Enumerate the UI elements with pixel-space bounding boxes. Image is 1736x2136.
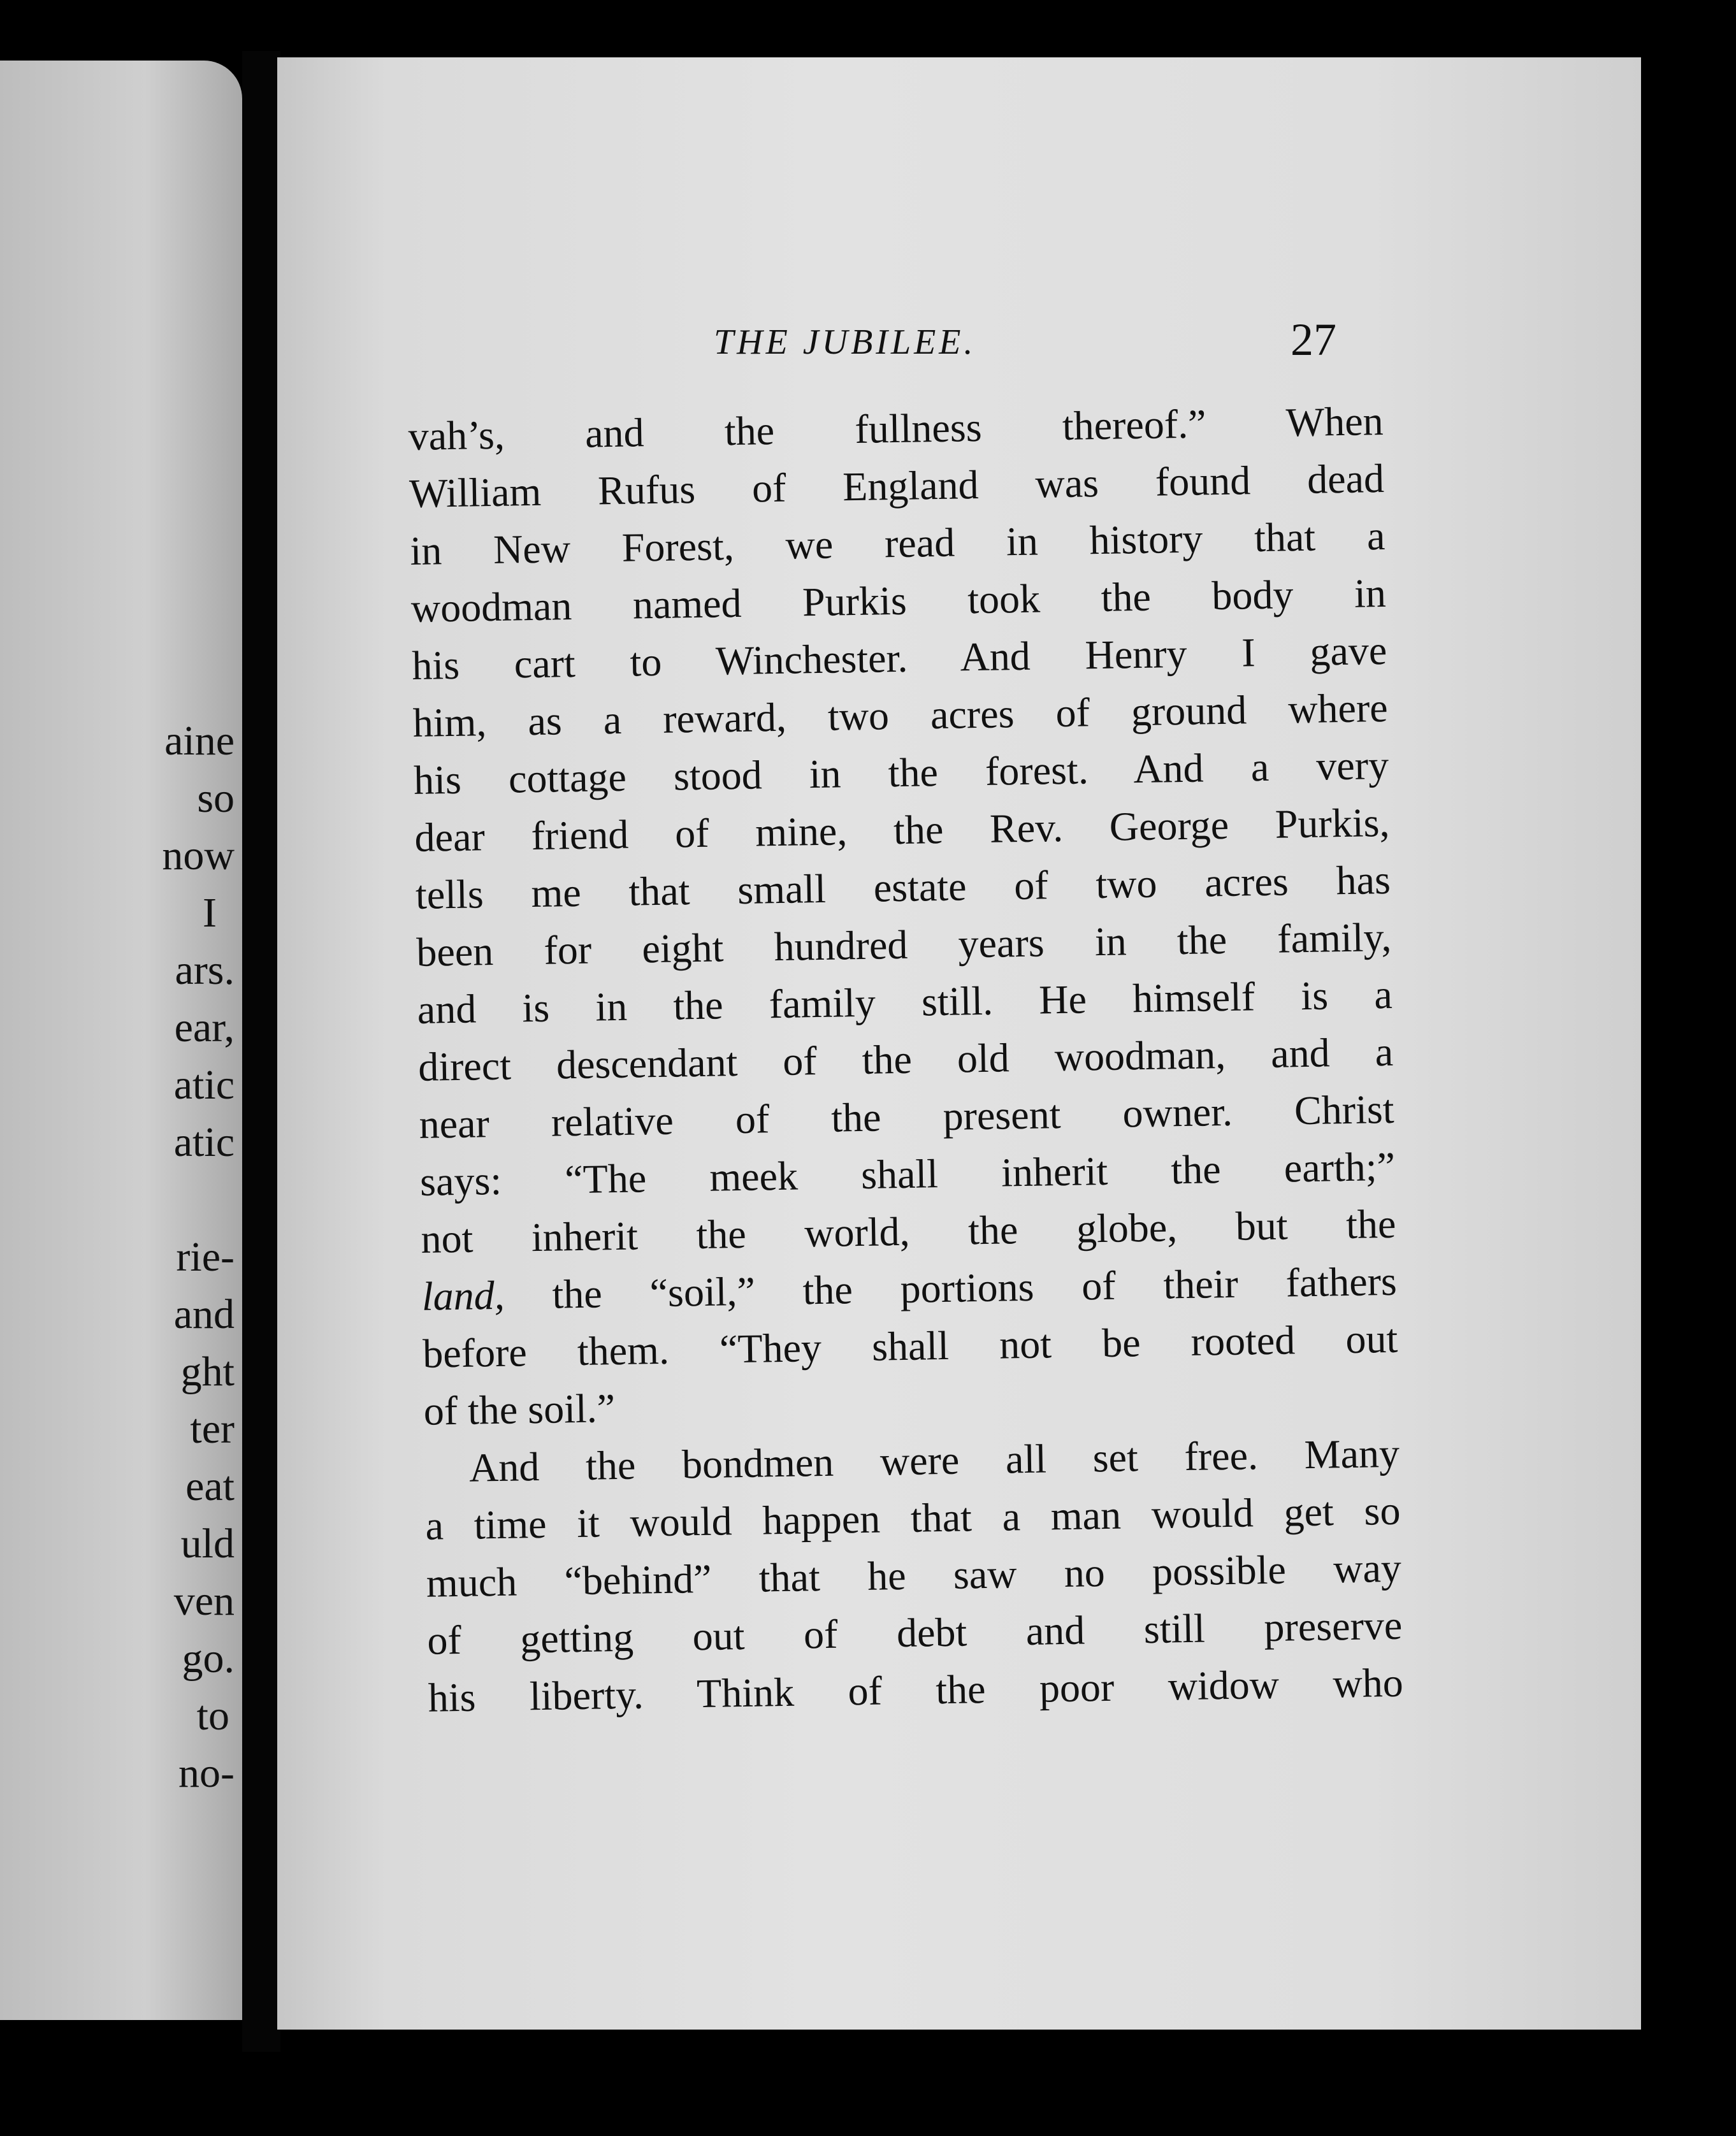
text-line: a time it would happen that a man would get so: [425, 1487, 1401, 1548]
left-fragment: go.: [182, 1635, 235, 1682]
text-line: much “behind” that he saw no possible way: [426, 1545, 1402, 1606]
left-fragment: now: [162, 832, 235, 879]
text-line-rest: the “soil,” the portions of their fathers: [551, 1258, 1398, 1317]
text-line: his liberty. Think of the poor widow who: [428, 1659, 1404, 1721]
left-fragment: so: [197, 775, 235, 821]
text-line: him, as a reward, two acres of ground where: [412, 684, 1389, 746]
left-page: [0, 61, 242, 2020]
text-line: William Rufus of England was found dead: [409, 455, 1385, 516]
left-fragment: to: [196, 1692, 229, 1739]
text-line: of getting out of debt and still preserve: [426, 1602, 1403, 1663]
text-line: not inherit the world, the globe, but the: [420, 1201, 1396, 1262]
text-line: his cart to Winchester. And Henry I gave: [411, 627, 1387, 688]
text-line: tells me that small estate of two acres has: [415, 856, 1391, 918]
book-gutter: [242, 51, 280, 2052]
left-fragment: no-: [178, 1750, 235, 1796]
left-fragment: and: [173, 1291, 235, 1338]
left-fragment: uld: [180, 1520, 235, 1567]
body-text: [408, 393, 1403, 1727]
page-number: 27: [1291, 314, 1336, 365]
text-line: near relative of the present owner. Christ: [419, 1086, 1395, 1147]
left-fragment: ter: [190, 1406, 235, 1452]
paragraph-start-line: And the bondmen were all set free. Many: [468, 1430, 1400, 1490]
left-fragment: ars.: [175, 947, 235, 993]
left-fragment: atic: [173, 1119, 235, 1165]
left-fragment: I: [203, 890, 217, 936]
left-fragment: ght: [180, 1348, 235, 1395]
left-fragment: atic: [173, 1062, 235, 1108]
text-line: dear friend of mine, the Rev. George Purkis,: [414, 799, 1390, 860]
left-fragment: rie-: [176, 1234, 235, 1280]
left-fragment: ear,: [174, 1004, 235, 1051]
text-line: vah’s, and the fullness thereof.” When: [408, 398, 1384, 459]
text-line: says: “The meek shall inherit the earth;”: [419, 1143, 1396, 1204]
text-line: before them. “They shall not be rooted out: [422, 1315, 1398, 1376]
text-line: of the soil.”: [423, 1385, 616, 1434]
text-line: in New Forest, we read in history that a: [409, 512, 1385, 574]
left-fragment: eat: [185, 1463, 235, 1510]
text-line: been for eight hundred years in the family,: [416, 914, 1392, 975]
text-line: direct descendant of the old woodman, and a: [417, 1028, 1394, 1090]
running-title: THE JUBILEE.: [714, 322, 976, 362]
text-line: his cottage stood in the forest. And a very: [413, 742, 1389, 803]
text-line: woodman named Purkis took the body in: [410, 570, 1387, 631]
text-line: and is in the family still. He himself is a: [417, 971, 1393, 1032]
left-fragment: aine: [164, 718, 235, 764]
left-fragment: ven: [173, 1578, 235, 1624]
italic-word: land,: [421, 1272, 505, 1319]
